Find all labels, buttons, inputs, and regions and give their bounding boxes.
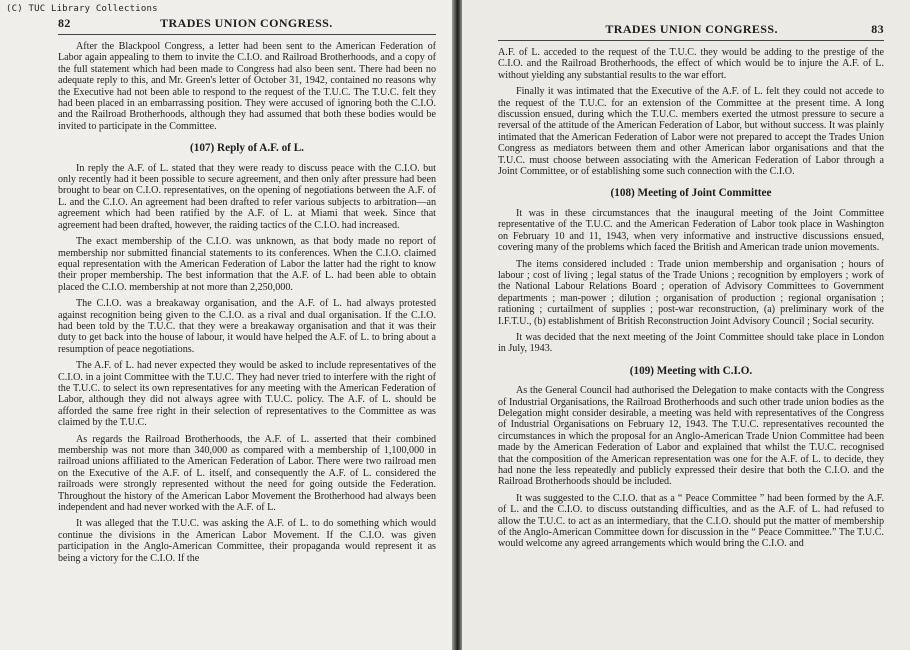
paragraph: As regards the Railroad Brotherhoods, the A.F. of L. asserted that their combined membership was not more than 340,000 as compared with a membership of 1,100,000 in railroad unions affiliated to the American Federation of Labor. There were two railroad men on the Executive of the A.F. of L. itself, and consequently the A.F. of L. considered the railroads were strongly represented without the need for going outside the Federation. Throughout the history of the American Labor Movement the Brotherhood had always been independent and had never worked with the A.F. of L. (58, 433, 436, 514)
paragraph: The A.F. of L. had never expected they would be asked to include representatives of the C.I.O. in a joint Committee with the T.U.C. They had never tried to interfere with the right of the T.U.C. to select its own representatives for any meeting with the American Federation of Labor, although they did not always agree with T.U.C. policy. The A.F. of L. should be afforded the same free right in their selection of representatives to the Committee as was claimed by the T.U.C. (58, 360, 436, 429)
right-running-head: TRADES UNION CONGRESS. (605, 22, 778, 36)
right-page-header (498, 22, 884, 37)
left-header-rule (58, 34, 436, 35)
paragraph: A.F. of L. acceded to the request of the T.U.C. they would be adding to the prestige of the C.I.O. and the Railroad Brotherhoods, the effect of which would be to injure the A.F. of L. without yielding any substantial results to the war effort. (498, 47, 884, 81)
paragraph: The items considered included : Trade union membership and organisation ; hours of labour ; cost of living ; legal status of the Trade Unions ; recognition by employers ; work of the National Labour Relations Board ; operation of Advisory Committees to Government departments ; man-power ; dilution ; organisation of production ; regional organisation ; rationing ; curtailment of supplies ; post-war reconstruction, (a) preliminary work of the I.F.T.U., (b) establishment of British Reconstruction Joint Advisory Council ; Social security. (498, 258, 884, 327)
paragraph: It was alleged that the T.U.C. was asking the A.F. of L. to do something which would continue the divisions in the American Labor Movement. If the C.I.O. was given participation in the Anglo-American Committee, their propaganda would represent it as being a victory for the C.I.O. If the (58, 518, 436, 564)
paragraph: In reply the A.F. of L. stated that they were ready to discuss peace with the C.I.O. but only recently had it been possible to secure agreement, and then only after pressure had been brought to bear on C.I.O. representatives, on the opening of negotiations between the A.F. of L. and the C.I.O. An agreement had been drafted to refer various subjects to arbitration—an agreement which had been ratified by the A.F. of L. at Miami that week. Since that agreement had been drafted, however, the raiding tactics of the C.I.O. had increased. (58, 162, 436, 231)
paragraph: Finally it was intimated that the Executive of the A.F. of L. felt they could not accede to the request of the T.U.C. for an extension of the Committee at the present time. A long discussion ensued, during which the T.U.C. members exerted the utmost pressure to secure a reversal of the attitude of the American Federation of Labor, but without success. It was plainly intimated that the American Federation of Labor were not prepared to accept the Trades Union Congress as mediators between them and other American labor organisations and that the T.U.C. must choose between associating with the American Federation of Labor through a Joint Committee, or of establishing some such connection with the C.I.O. (498, 86, 884, 178)
right-header-rule (498, 40, 884, 41)
book-gutter (452, 0, 462, 650)
right-page-body (498, 47, 884, 550)
paragraph: It was decided that the next meeting of the Joint Committee should take place in London in July, 1943. (498, 331, 884, 355)
left-page-body (58, 41, 436, 564)
paragraph: After the Blackpool Congress, a letter had been sent to the American Federation of Labor again appealing to them to invite the C.I.O. and Railroad Brotherhoods, and a copy of the full statement which had been made to Congress had also been sent. There had been no adequate reply to this, and Mr. Green's letter of October 31, 1942, contained no reasons why the Executive had not been able to respond to the request of the T.U.C. The T.U.C. felt they had been placed in an embarrassing position. They were accused of ignoring both the C.I.O. and the Railroad Brotherhoods, although they had assumed that both these bodies would be invited to participate in the Committee. (58, 41, 436, 132)
paragraph: It was in these circumstances that the inaugural meeting of the Joint Committee representative of the T.U.C. and the American Federation of Labor took place in Washington on February 10 and 11, 1943, when very informative and instructive discussions ensued, covering many of the problems which faced the British and American trade union movements. (498, 207, 884, 254)
section-heading: (109) Meeting with C.I.O. (629, 364, 753, 377)
right-page-number: 83 (871, 22, 884, 36)
paragraph: The C.I.O. was a breakaway organisation, and the A.F. of L. had always protested against recognition being given to the C.I.O. as a rival and dual organisation. If the C.I.O. had been told by the T.U.C. that they were a breakaway organisation and that it was their duty to get back into the house of labour, it would have helped the A.F. of L. to bring about a resumption of peace negotiations. (58, 298, 436, 355)
left-page (0, 0, 452, 650)
section-heading: (108) Meeting of Joint Committee (610, 187, 772, 200)
section-heading: (107) Reply of A.F. of L. (190, 142, 304, 155)
left-running-head: TRADES UNION CONGRESS. (160, 16, 333, 30)
paragraph: It was suggested to the C.I.O. that as a “ Peace Committee ” had been formed by the A.F. of L. and the C.I.O. to discuss outstanding difficulties, and as the A.F. of L. had refused to allow the T.U.C. to act as an intermediary, that the C.I.O. should put the matter of membership of the Anglo-American Committee down for discussion in the “ Peace Committee.” The T.U.C. would welcome any agreed arrangements which would bring the C.I.O. and (498, 492, 884, 550)
paragraph: As the General Council had authorised the Delegation to make contacts with the Congress of Industrial Organisations, the Railroad Brotherhoods and such other trade union bodies as the Delegation might consider desirable, a meeting was held with representatives of the Congress of Industrial Organisations on February 12, 1943. The T.U.C. representatives recounted the circumstances in which the proposal for an Anglo-American Trade Union Committee had been made by the American Federation of Labor and explained that whilst the T.U.C. recognised that the composition of the American representation was one for the A.F. of L. to decide, they had none the less repeatedly and publicly expressed their desire that both the C.I.O. and the Railroad Brotherhoods should be included. (498, 385, 884, 488)
paragraph: The exact membership of the C.I.O. was unknown, as that body made no report of membership nor submitted financial statements to its conferences. When the C.I.O. claimed equal representation with the American Federation of Labor the latter had the right to know their proper membership. The best information that the A.F. of L. had been able to obtain placed the C.I.O. membership at not more than 2,250,000. (58, 236, 436, 293)
left-page-number: 82 (58, 16, 71, 30)
right-page (462, 0, 910, 650)
left-page-header (58, 16, 436, 31)
copyright-watermark: (C) TUC Library Collections (6, 4, 158, 14)
